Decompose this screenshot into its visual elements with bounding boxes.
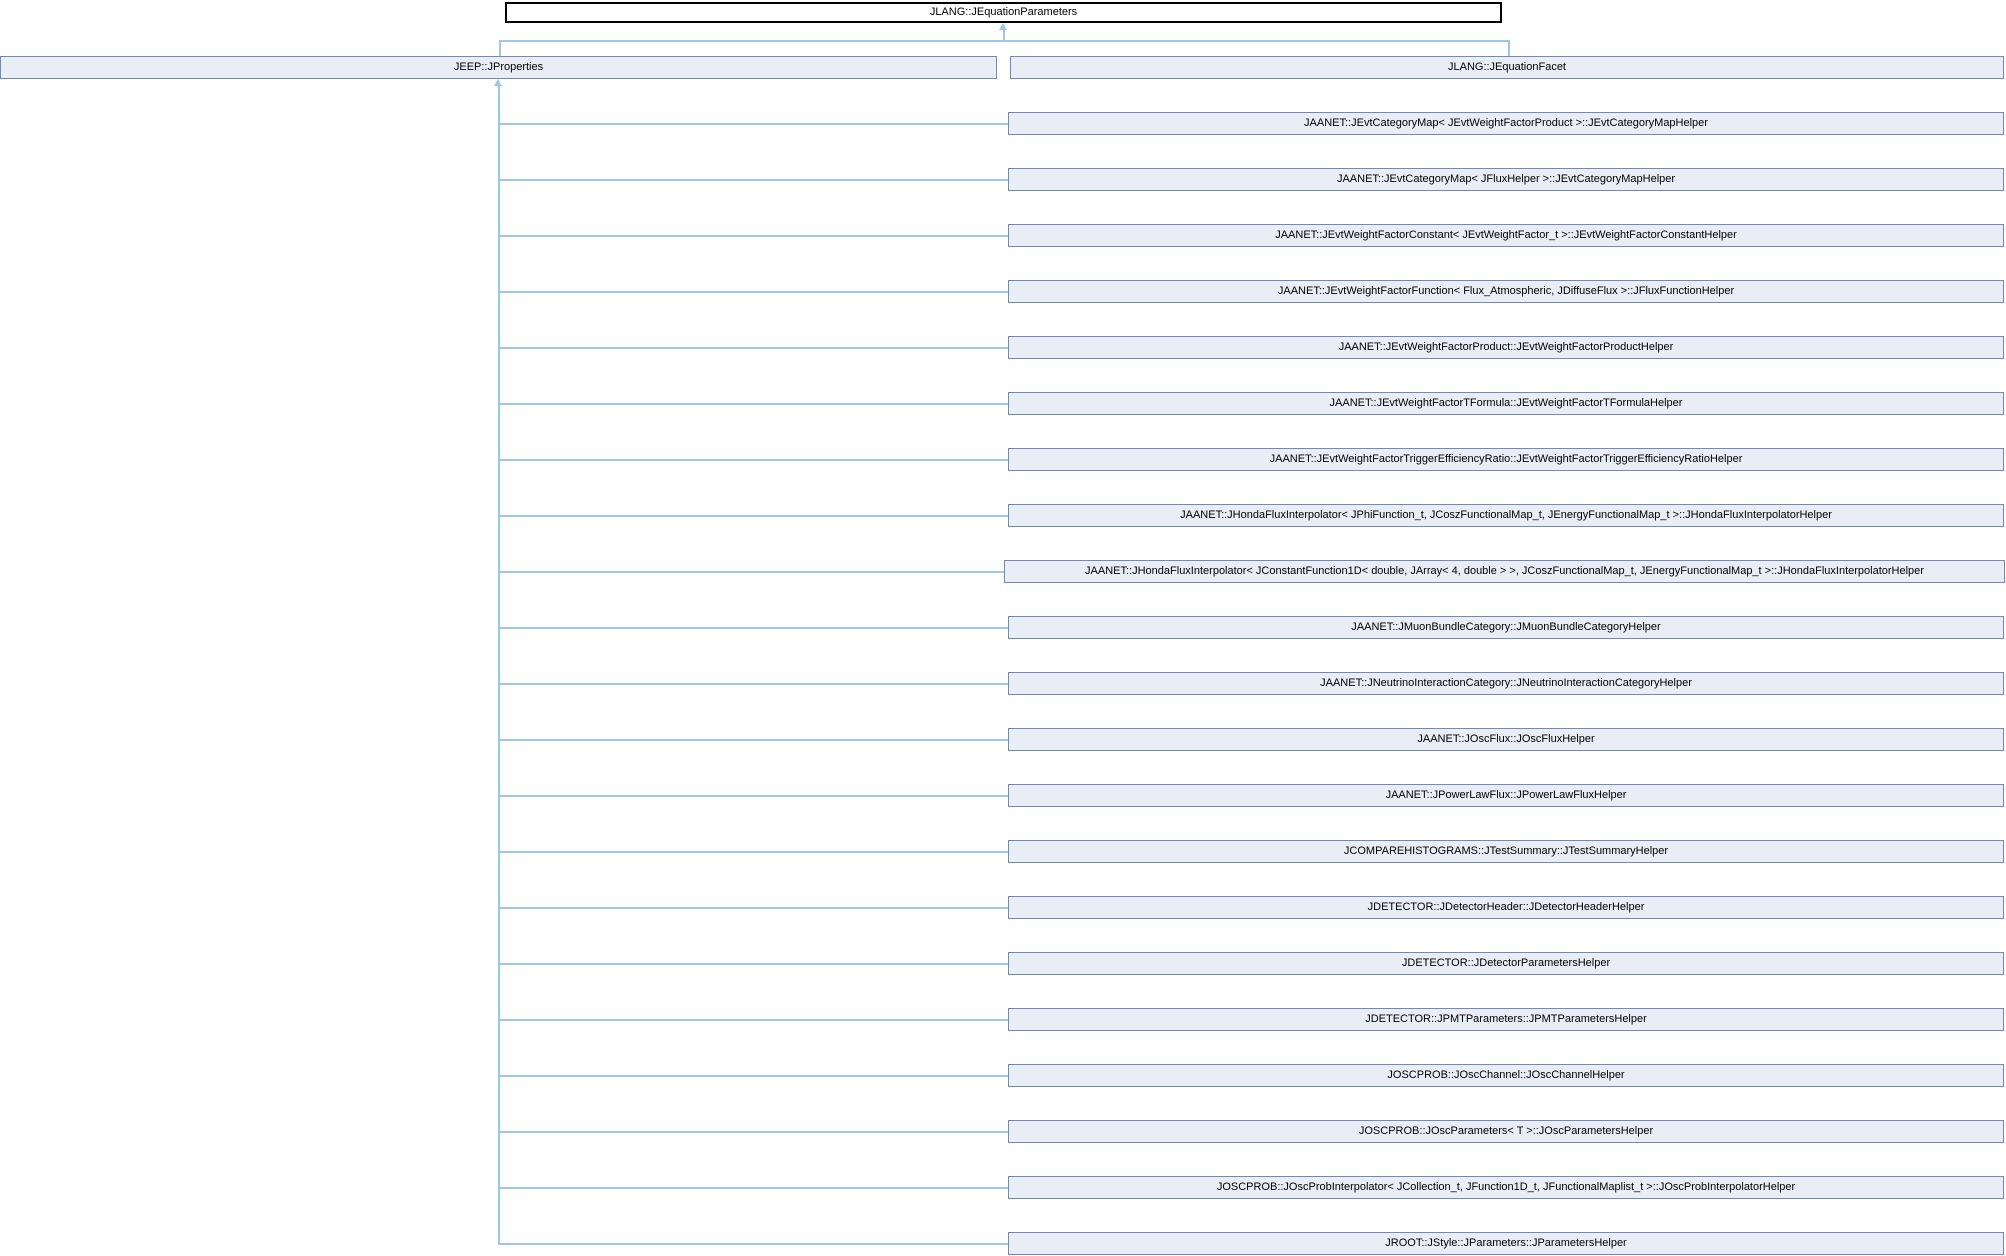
connector-stub bbox=[498, 683, 1008, 685]
class-box-jproperties[interactable]: JEEP::JProperties bbox=[0, 56, 997, 79]
connector-stub bbox=[498, 403, 1008, 405]
class-box[interactable]: JAANET::JPowerLawFlux::JPowerLawFluxHelper bbox=[1008, 784, 2004, 807]
connector-stub bbox=[498, 235, 1008, 237]
class-box[interactable]: JAANET::JEvtCategoryMap< JEvtWeightFactorProduct >::JEvtCategoryMapHelper bbox=[1008, 112, 2004, 135]
class-box[interactable]: JAANET::JOscFlux::JOscFluxHelper bbox=[1008, 728, 2004, 751]
connector-stub bbox=[498, 515, 1008, 517]
class-box[interactable]: JDETECTOR::JDetectorHeader::JDetectorHeaderHelper bbox=[1008, 896, 2004, 919]
connector-stub bbox=[498, 1131, 1008, 1133]
connector-stub bbox=[498, 907, 1008, 909]
inheritance-arrow-root bbox=[999, 23, 1007, 30]
connector-bracket-left-drop bbox=[499, 40, 501, 56]
class-box[interactable]: JDETECTOR::JPMTParameters::JPMTParametersHelper bbox=[1008, 1008, 2004, 1031]
connector-stub bbox=[498, 123, 1008, 125]
connector-stub bbox=[498, 1187, 1008, 1189]
class-box[interactable]: JCOMPAREHISTOGRAMS::JTestSummary::JTestSummaryHelper bbox=[1008, 840, 2004, 863]
class-box-root: JLANG::JEquationParameters bbox=[505, 2, 1502, 23]
class-box-jequationfacet[interactable]: JLANG::JEquationFacet bbox=[1010, 56, 2004, 79]
connector-bracket bbox=[499, 40, 1509, 42]
class-box[interactable]: JDETECTOR::JDetectorParametersHelper bbox=[1008, 952, 2004, 975]
connector-stub bbox=[498, 1243, 1008, 1245]
connector-stub bbox=[498, 739, 1008, 741]
connector-stub bbox=[498, 1075, 1008, 1077]
connector-stub bbox=[498, 571, 1004, 573]
class-box[interactable]: JAANET::JEvtWeightFactorProduct::JEvtWeightFactorProductHelper bbox=[1008, 336, 2004, 359]
connector-spine bbox=[498, 86, 500, 1245]
class-box[interactable]: JOSCPROB::JOscProbInterpolator< JCollection_t, JFunction1D_t, JFunctionalMaplist_t >::JOscProbInterpolatorHelper bbox=[1008, 1176, 2004, 1199]
class-box[interactable]: JAANET::JMuonBundleCategory::JMuonBundleCategoryHelper bbox=[1008, 616, 2004, 639]
class-box[interactable]: JAANET::JHondaFluxInterpolator< JPhiFunction_t, JCoszFunctionalMap_t, JEnergyFunctionalMap_t >::JHondaFluxInterpolatorHelper bbox=[1008, 504, 2004, 527]
class-box[interactable]: JAANET::JEvtWeightFactorConstant< JEvtWeightFactor_t >::JEvtWeightFactorConstantHelper bbox=[1008, 224, 2004, 247]
connector-stub bbox=[498, 291, 1008, 293]
class-box[interactable]: JROOT::JStyle::JParameters::JParametersHelper bbox=[1008, 1232, 2004, 1255]
connector-stub bbox=[498, 347, 1008, 349]
class-box[interactable]: JAANET::JNeutrinoInteractionCategory::JNeutrinoInteractionCategoryHelper bbox=[1008, 672, 2004, 695]
connector-stub bbox=[498, 1019, 1008, 1021]
class-box[interactable]: JAANET::JHondaFluxInterpolator< JConstantFunction1D< double, JArray< 4, double > >, JCoszFunctionalMap_t, JEnergyFunctionalMap_t >::JHondaFluxInterpolatorHelper bbox=[1004, 560, 2005, 583]
class-box[interactable]: JAANET::JEvtWeightFactorTFormula::JEvtWeightFactorTFormulaHelper bbox=[1008, 392, 2004, 415]
connector-stub bbox=[498, 851, 1008, 853]
class-box[interactable]: JAANET::JEvtWeightFactorFunction< Flux_Atmospheric, JDiffuseFlux >::JFluxFunctionHelper bbox=[1008, 280, 2004, 303]
class-box[interactable]: JAANET::JEvtCategoryMap< JFluxHelper >::JEvtCategoryMapHelper bbox=[1008, 168, 2004, 191]
class-box[interactable]: JOSCPROB::JOscChannel::JOscChannelHelper bbox=[1008, 1064, 2004, 1087]
connector-stub bbox=[498, 795, 1008, 797]
connector-stub bbox=[498, 627, 1008, 629]
connector-stub bbox=[498, 963, 1008, 965]
connector-bracket-right-drop bbox=[1508, 40, 1510, 56]
class-box[interactable]: JOSCPROB::JOscParameters< T >::JOscParametersHelper bbox=[1008, 1120, 2004, 1143]
inheritance-arrow-jproperties bbox=[494, 79, 502, 86]
class-box[interactable]: JAANET::JEvtWeightFactorTriggerEfficiencyRatio::JEvtWeightFactorTriggerEfficiencyRatioHelper bbox=[1008, 448, 2004, 471]
connector-stub bbox=[498, 179, 1008, 181]
connector-stub bbox=[498, 459, 1008, 461]
